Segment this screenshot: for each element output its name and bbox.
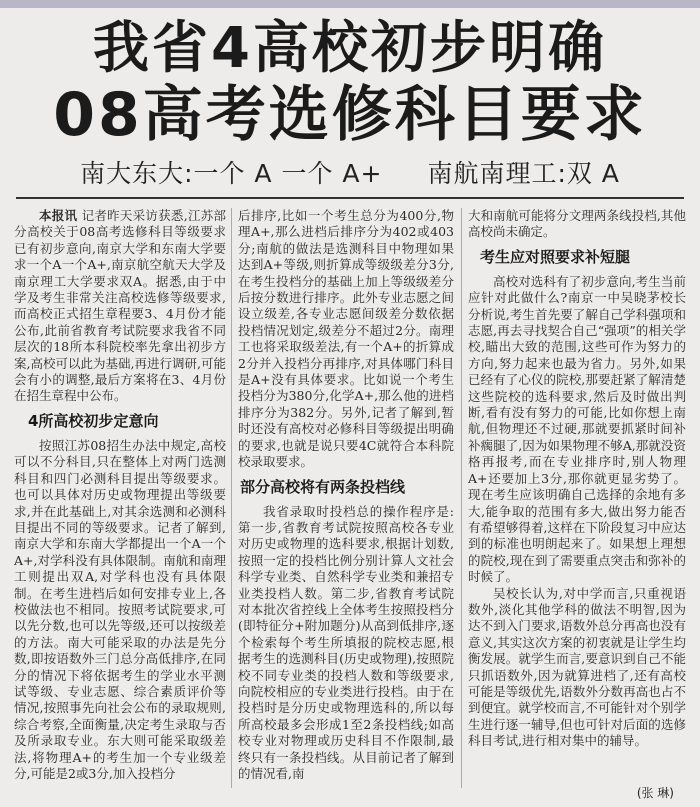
headline-line1: 我省4高校初步明确 — [93, 16, 607, 81]
paragraph: 我省录取时投档总的操作程序是:第一步,省教育考试院按照高校各专业对历史或物理的选科要求,根据计划数,按照一定的投档比例分别计算人文社会科学专业类、自然科学专业类和兼招专业类投档人数。第二步,省教育考试院对本批次省控线上全体考生按照投档分(即特征分+附加题分)从高到低排序,逐个检索每个考生所填报的院校志愿,根据考生的选测科目(历史或物理),按照院校不同专业类的投档人数和等级要求,向院校相应的专业类进行投档。由于在投档时是分历史或物理选科的,所以每所高校最多会形成1至2条投档线;如高校专业对物理或历史科目不作限制,最终只有一条投档线。从目前记者了解到的情况看,南 — [238, 503, 454, 781]
section-heading-3: 考生应对照要求补短腿 — [480, 247, 631, 266]
subheadline-part2: 南航南理工:双 A — [427, 159, 620, 188]
article-lead-paragraph — [14, 208, 226, 405]
subheadline-part1: 南大东大:一个 A 一个 A+ — [80, 159, 383, 188]
paragraph: 吴校长认为,对中学而言,只重视语数外,淡化其他学科的做法不明智,因为达不到入门要求,语数外总分再高也没有意义,其实这次方案的初衷就是让学生均衡发展。就学生而言,要意识到自己不能只抓语数外,因为就算进档了,还有高校可能是等级优先,语数外分数再高也占不到便宜。就学校而言,不可能针对个别学生进行逐一辅导,但也可针对后面的选修科目考试,进行相对集中的辅导。 — [468, 585, 686, 749]
top-color-strip — [0, 0, 700, 8]
section-heading-2: 部分高校将有两条投档线 — [240, 477, 406, 496]
byline: 本报讯 — [39, 208, 78, 223]
subheadline — [0, 158, 700, 190]
paragraph: 大和南航可能将分文理两条线投档,其他高校尚未确定。 — [468, 208, 686, 240]
paragraph: 后排序,比如一个考生总分为400分,物理A+,那么进档后排序分为402或403分;南航的做法是选测科目中物理如果达到A+等级,则折算成等级级差分3分,在考生投档分的基础上加上等级级差分后按分数进行排序。此外专业志愿之间设立级差,各专业志愿间级差分数依据投档情况划定,级差分不超过2分。南理工也将采取级差法,有一个A+的折算成2分并入投档分再排序,对具体哪门科目是A+没有具体要求。比如说一个考生投档分为380分,化学A+,那么他的进档排序分为382分。另外,记者了解到,暂时还没有高校对必修科目等级提出明确的要求,也就是说只要4C就符合本科院校录取要求。 — [238, 208, 454, 470]
paragraph: 按照江苏08招生办法中规定,高校可以不分科目,只在整体上对两门选测科目和四门必测科目提出等级要求。也可以具体对历史或物理提出等级要求,并在此基础上,对其余选测和必测科目提出不同的等级要求。记者了解到,南京大学和东南大学都提出一个A一个A+,对学科没有具体限制。南航和南理工则提出双A,对学科也没有具体限制。在考生进档后如何安排专业上,各校做法也不相同。按照考试院要求,可以先分数,也可以先等级,还可以按级差的方法。南大可能采取的办法是先分数,即按语数外三门总分高低排序,在同分的情况下将依据考生的学业水平测试等级、专业志愿、综合素质评价等情况,按照事先向社会公布的录取规则,综合考察,全面衡量,决定考生录取与否及所录取专业。东大则可能采取级差法,将物理A+的考生加一个专业级差分,可能是2或3分,加入投档分 — [14, 437, 226, 781]
column-divider — [231, 208, 232, 788]
headline-line2: 08高考选修科目要求 — [53, 80, 647, 150]
lead-text: 记者昨天采访获悉,江苏部分高校关于08高考选修科目等级要求已有初步意向,南京大学和东南大学要求一个A一个A+,南京航空航天大学及南京理工大学要求双A。据悉,由于中学及考生非常关注高校选修等级要求,而高校正式招生章程要3、4月份才能公布,此前省教育考试院要求我省不同层次的18所本科院校率先拿出初步方案,高校可以此为基础,再进行调研,可能会有小的调整,最后方案将在3、4月份在招生章程中公布。 — [14, 208, 226, 404]
article-column-2 — [238, 208, 454, 788]
header-divider — [16, 197, 684, 199]
column-divider — [461, 208, 462, 788]
author-credit: (张 琳) — [636, 786, 674, 800]
section-heading-1: 4所高校初步定意向 — [28, 411, 159, 430]
article-column-3 — [468, 208, 686, 788]
paragraph: 高校对选科有了初步意向,考生当前应针对此做什么?南京一中吴晓茅校长分析说,考生首先要了解自己学科强项和志愿,再去寻找契合自己“强项”的相关学校,瞄出大致的范围,这些可作为努力的方向,努力起来也最为省力。另外,如果已经有了心仪的院校,那要赶紧了解清楚这些院校的选科要求,然后及时做出判断,看有没有努力的可能,比如你想上南航,但物理还不过硬,那就要抓紧时间补补瘸腿了,因为如果物理不够A,那就没资格再报考,而在专业排序时,别人物理A+还要加上3分,那你就更显劣势了。现在考生应该明确自己选择的余地有多大,能争取的范围有多大,做出努力能否有希望够得着,这样在下阶段复习中应达到的标准也明朗起来了。如果想上理想的院校,现在到了需要重点突击和弥补的时候了。 — [468, 273, 686, 585]
article-column-1 — [14, 208, 226, 788]
